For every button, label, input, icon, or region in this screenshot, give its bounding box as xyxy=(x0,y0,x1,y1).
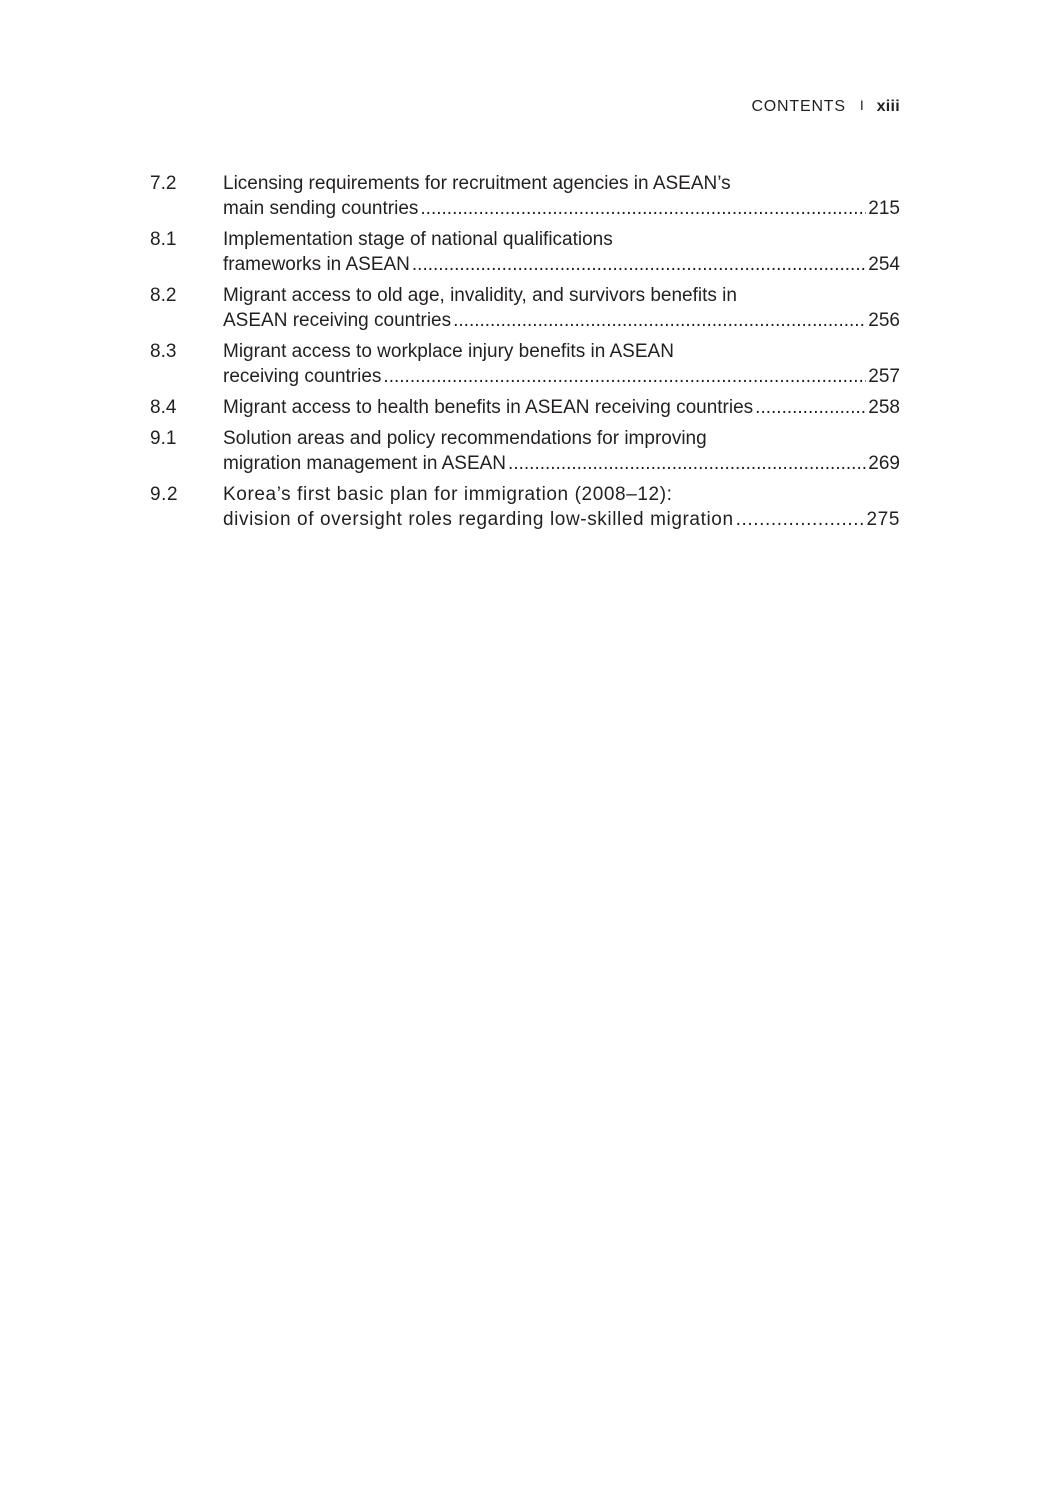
toc-entry-9-1[interactable] xyxy=(150,426,900,476)
dot-leader xyxy=(420,196,866,221)
entry-title-line1: Licensing requirements for recruitment agencies in ASEAN’s xyxy=(223,173,731,194)
entry-title-line1: Migrant access to old age, invalidity, and survivors benefits in xyxy=(223,285,737,306)
entry-title: Migrant access to health benefits in ASEAN receiving countries xyxy=(223,397,754,418)
entry-number: 8.1 xyxy=(150,229,177,250)
entry-title-line2: migration management in ASEAN xyxy=(223,453,507,474)
entry-page-number: 258 xyxy=(868,397,900,418)
entry-number: 8.3 xyxy=(150,341,177,362)
toc-entry-8-3[interactable] xyxy=(150,339,900,389)
entry-number: 8.2 xyxy=(150,285,177,306)
entry-page-number: 257 xyxy=(868,366,900,387)
dot-leader xyxy=(412,252,866,277)
entry-title-line2: receiving countries xyxy=(223,366,382,387)
entry-page-number: 269 xyxy=(868,453,900,474)
entry-title-line2: main sending countries xyxy=(223,198,419,219)
entry-page-number: 275 xyxy=(866,509,900,530)
entry-title-line1: Solution areas and policy recommendations for improving xyxy=(223,428,707,449)
entry-title-line2: frameworks in ASEAN xyxy=(223,254,410,275)
list-of-tables xyxy=(150,171,900,538)
dot-leader xyxy=(383,364,866,389)
toc-entry-8-1[interactable] xyxy=(150,227,900,277)
toc-entry-7-2[interactable] xyxy=(150,171,900,221)
toc-entry-8-4[interactable] xyxy=(150,395,900,420)
entry-number: 9.2 xyxy=(150,484,179,505)
entry-title-line2: division of oversight roles regarding low-skilled migration xyxy=(223,509,734,530)
entry-page-number: 215 xyxy=(868,198,900,219)
entry-number: 7.2 xyxy=(150,173,177,194)
dot-leader xyxy=(453,308,866,333)
running-head-section: CONTENTS xyxy=(751,98,846,115)
entry-number: 8.4 xyxy=(150,397,177,418)
dot-leader xyxy=(736,507,865,532)
page-number: xiii xyxy=(876,98,900,115)
entry-page-number: 256 xyxy=(868,310,900,331)
entry-page-number: 254 xyxy=(868,254,900,275)
toc-entry-9-2[interactable] xyxy=(150,482,900,532)
entry-title-line1: Implementation stage of national qualifications xyxy=(223,229,613,250)
running-head-separator: I xyxy=(859,97,865,113)
entry-title-line1: Korea’s first basic plan for immigration (2008–12): xyxy=(223,484,673,505)
entry-title-line1: Migrant access to workplace injury benefits in ASEAN xyxy=(223,341,674,362)
entry-number: 9.1 xyxy=(150,428,177,449)
running-head xyxy=(751,96,900,117)
toc-entry-8-2[interactable] xyxy=(150,283,900,333)
entry-title-line2: ASEAN receiving countries xyxy=(223,310,452,331)
dot-leader xyxy=(508,451,866,476)
dot-leader xyxy=(755,395,866,420)
